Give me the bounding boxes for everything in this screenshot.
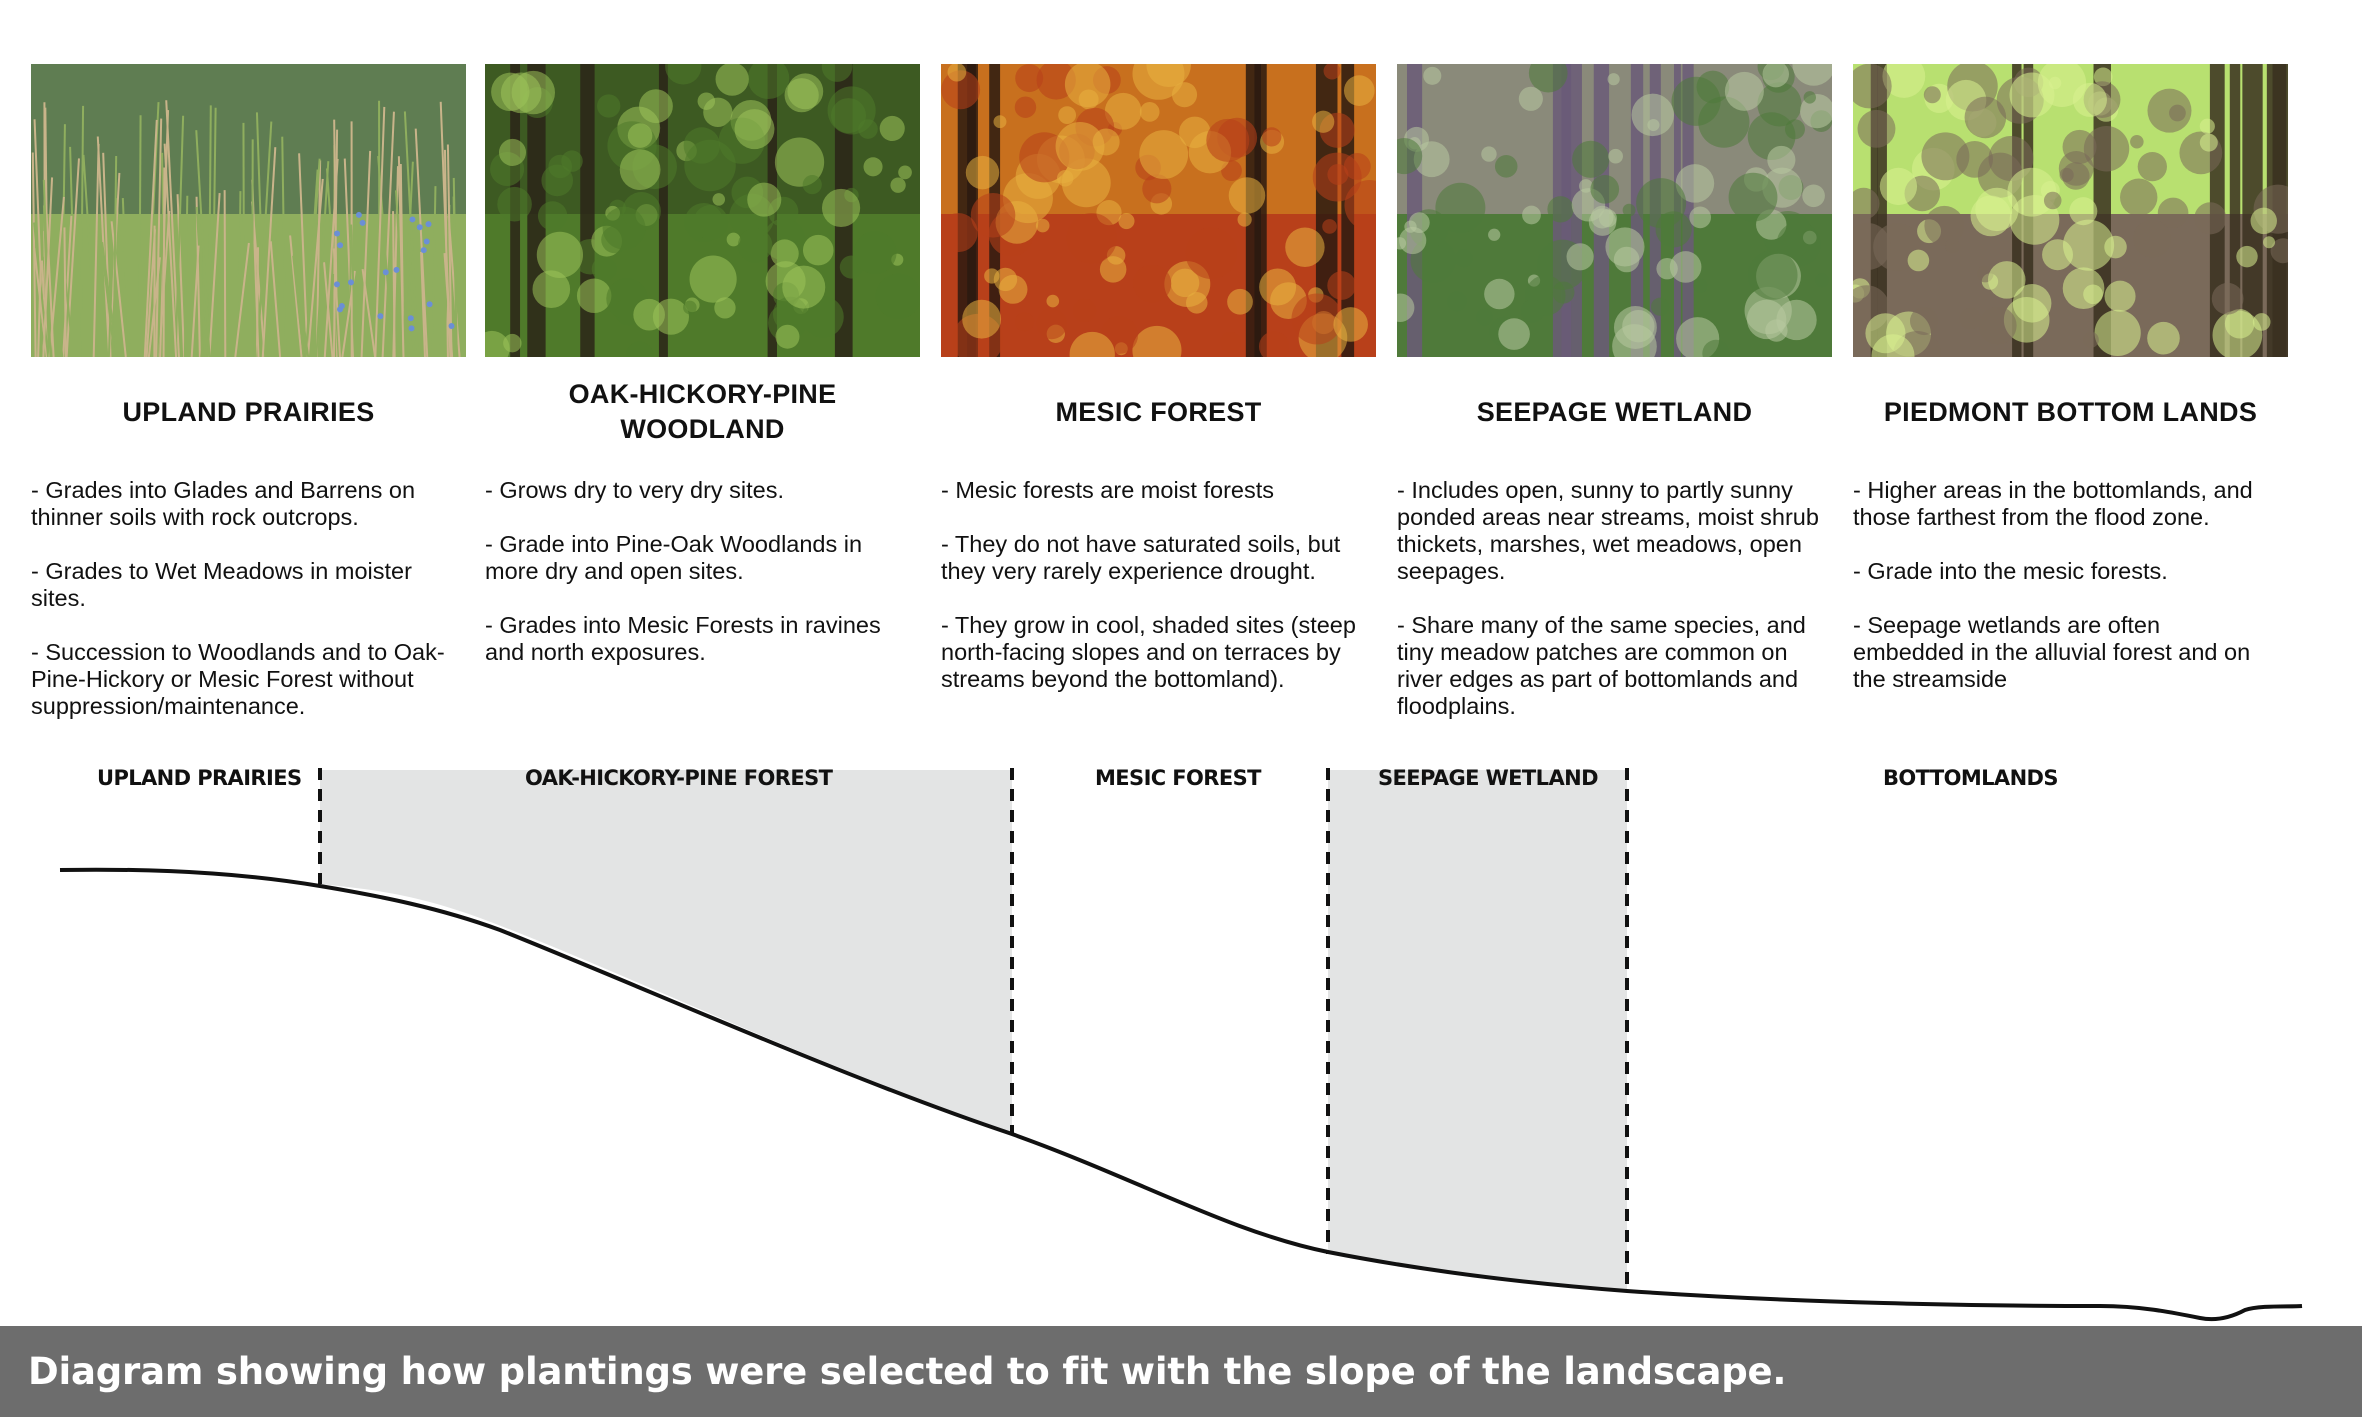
caption-bar: [0, 1326, 2362, 1417]
terrain-slope-line: [60, 870, 2302, 1319]
zone-label-upland-prairies: UPLAND PRAIRIES: [97, 766, 302, 790]
zone-label-seepage-wetland: SEEPAGE WETLAND: [1378, 766, 1598, 790]
seepage-wetland-zone-shading: [1328, 770, 1627, 1291]
bullet-text: - Grows dry to very dry sites.: [485, 477, 785, 503]
bullet-text: - They grow in cool, shaded sites (steep north-facing slopes and on terraces by streams beyond the bottomland).: [941, 612, 1356, 692]
card-title: SEEPAGE WETLAND: [1476, 396, 1753, 427]
bullet-text: - Share many of the same species, and tiny meadow patches are common on river edges as part of bottomlands and floodplains.: [1397, 612, 1806, 719]
card-title: MESIC FOREST: [1055, 396, 1262, 427]
card-title: UPLAND PRAIRIES: [122, 396, 375, 427]
bullet-text: - Includes open, sunny to partly sunny ponded areas near streams, moist shrub thickets, marshes, wet meadows, open seepages.: [1397, 477, 1819, 584]
zone-label-mesic-forest: MESIC FOREST: [1095, 766, 1261, 790]
card-title: OAK-HICKORY-PINE WOODLAND: [568, 379, 837, 444]
bullet-text: - Higher areas in the bottomlands, and those farthest from the flood zone.: [1853, 477, 2253, 530]
bullet-text: - Mesic forests are moist forests: [941, 477, 1274, 503]
bullet-text: - Grade into the mesic forests.: [1853, 558, 2168, 584]
bullet-text: - Grades into Glades and Barrens on thinner soils with rock outcrops.: [31, 477, 416, 530]
zone-label-oak-hickory-pine-forest: OAK-HICKORY-PINE FOREST: [525, 766, 833, 790]
bullet-text: - Seepage wetlands are often embedded in the alluvial forest and on the streamside: [1853, 612, 2251, 692]
bullet-text: - Succession to Woodlands and to Oak- Pine-Hickory or Mesic Forest without suppression/maintenance.: [31, 639, 445, 719]
bullet-text: - Grade into Pine-Oak Woodlands in more dry and open sites.: [485, 531, 863, 584]
caption-text: Diagram showing how plantings were selected to fit with the slope of the landscape.: [28, 1350, 1787, 1393]
zone-label-bottomlands: BOTTOMLANDS: [1883, 766, 2058, 790]
oak-hickory-pine-zone-shading: [320, 770, 1012, 1132]
card-title: PIEDMONT BOTTOM LANDS: [1883, 396, 2258, 427]
bullet-text: - They do not have saturated soils, but they very rarely experience drought.: [941, 531, 1341, 584]
bullet-text: - Grades to Wet Meadows in moister sites.: [31, 558, 412, 611]
bullet-text: - Grades into Mesic Forests in ravines and north exposures.: [485, 612, 881, 665]
